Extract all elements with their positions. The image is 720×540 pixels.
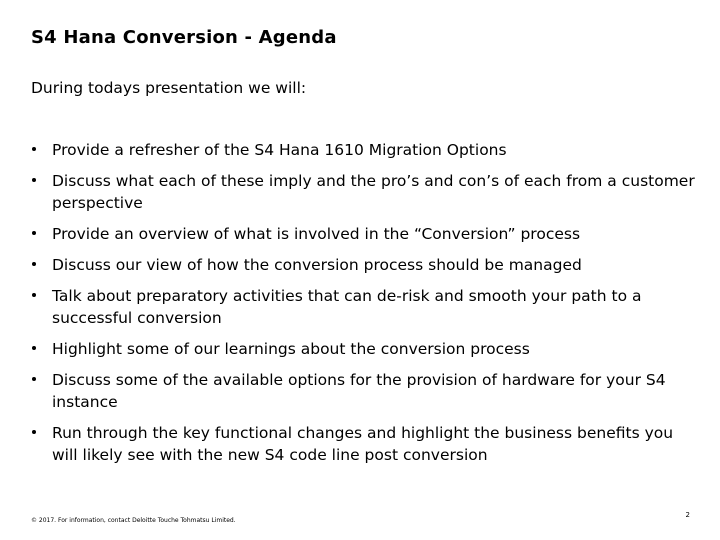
slide-title: S4 Hana Conversion - Agenda	[31, 27, 337, 48]
agenda-item-text: Discuss what each of these imply and the pro’s and con’s of each from a customer perspective	[52, 172, 695, 212]
agenda-item	[31, 139, 703, 161]
bullet-dot-icon	[32, 346, 36, 350]
bullet-dot-icon	[32, 231, 36, 235]
bullet-dot-icon	[32, 178, 36, 182]
agenda-item	[31, 422, 703, 466]
bullet-dot-icon	[32, 262, 36, 266]
agenda-item	[31, 369, 703, 413]
agenda-item	[31, 223, 703, 245]
agenda-item-text: Discuss some of the available options for the provision of hardware for your S4 instance	[52, 371, 666, 411]
agenda-item-text: Highlight some of our learnings about the conversion process	[52, 340, 530, 358]
agenda-item	[31, 170, 703, 214]
page-number: 2	[685, 511, 690, 519]
intro-text: During todays presentation we will:	[31, 79, 307, 97]
agenda-item	[31, 285, 703, 329]
bullet-dot-icon	[32, 147, 36, 151]
agenda-item-text: Run through the key functional changes and highlight the business benefits you will likely see with the new S4 code line post conversion	[52, 424, 674, 464]
agenda-item-text: Talk about preparatory activities that can de-risk and smooth your path to a successful conversion	[52, 287, 642, 327]
bullet-dot-icon	[32, 293, 36, 297]
agenda-item-text: Provide a refresher of the S4 Hana 1610 Migration Options	[52, 141, 507, 159]
bullet-dot-icon	[32, 377, 36, 381]
agenda-item	[31, 338, 703, 360]
agenda-list	[31, 139, 703, 475]
copyright-footer: © 2017. For information, contact Deloitte Touche Tohmatsu Limited.	[31, 517, 236, 524]
agenda-item-text: Provide an overview of what is involved in the “Conversion” process	[52, 225, 581, 243]
agenda-item	[31, 254, 703, 276]
bullet-dot-icon	[32, 430, 36, 434]
agenda-item-text: Discuss our view of how the conversion process should be managed	[52, 256, 582, 274]
